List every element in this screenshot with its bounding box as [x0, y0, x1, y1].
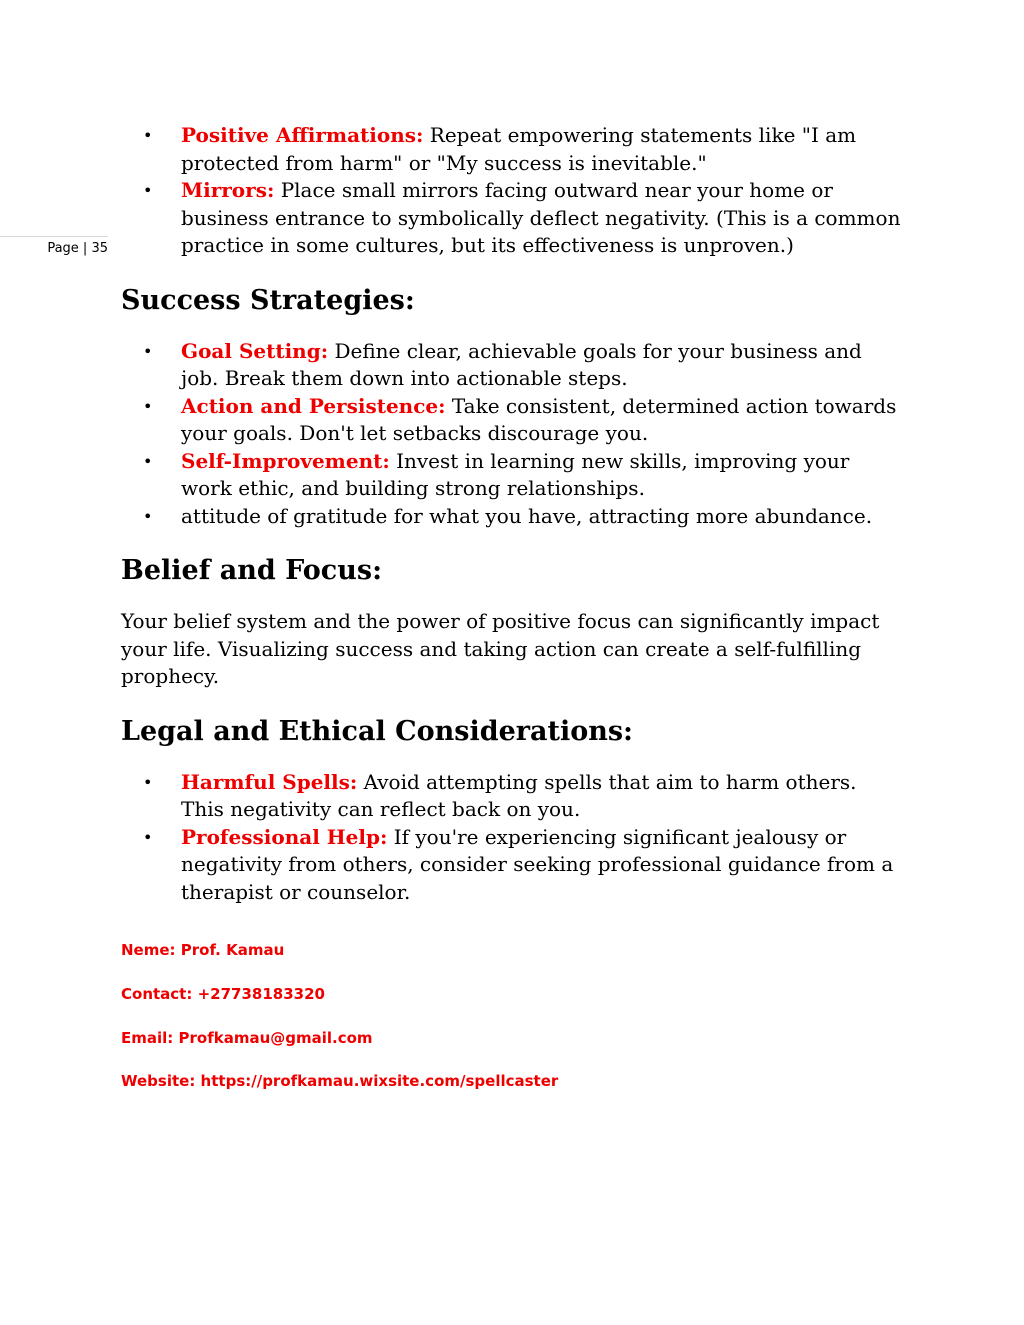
- list-item-term: Action and Persistence:: [181, 393, 446, 418]
- page-number: Page | 35: [0, 236, 108, 256]
- contact-phone: Contact: +27738183320: [121, 985, 325, 1003]
- section-heading-legal: Legal and Ethical Considerations:: [121, 715, 634, 747]
- list-item-term: Goal Setting:: [181, 338, 329, 363]
- list-item: [121, 824, 901, 907]
- list-item: [121, 769, 901, 824]
- legal-list: [121, 769, 901, 907]
- bullet-icon: •: [143, 181, 153, 200]
- list-item-text: Define clear, achievable goals for your business and job. Break them down into actionable steps.: [181, 338, 862, 390]
- list-item-text: Take consistent, determined action towards your goals. Don't let setbacks discourage you.: [181, 393, 897, 445]
- list-item: [121, 177, 901, 260]
- list-item-term: Self-Improvement:: [181, 448, 390, 473]
- contact-email: Email: Profkamau@gmail.com: [121, 1029, 373, 1047]
- bullet-icon: •: [143, 396, 153, 416]
- list-item: [121, 393, 901, 448]
- bullet-icon: •: [143, 827, 153, 847]
- list-item-term: Mirrors:: [181, 178, 275, 202]
- list-item-term: Harmful Spells:: [181, 769, 358, 794]
- list-item: [121, 448, 901, 503]
- list-item-text: If you're experiencing significant jealousy or negativity from others, consider seeking professional guidance from a therapist or counselor.: [181, 824, 894, 904]
- section-heading-belief: Belief and Focus:: [121, 555, 383, 586]
- section-heading-success: Success Strategies:: [121, 284, 415, 316]
- bullet-icon: •: [143, 126, 153, 145]
- list-item: [121, 503, 901, 531]
- list-item-term: Positive Affirmations:: [181, 123, 424, 147]
- list-item-text: Place small mirrors facing outward near your home or business entrance to symbolically deflect negativity. (This is a common practice in some cultures, but its effectiveness is unproven.): [181, 178, 901, 257]
- list-item-text: Repeat empowering statements like "I am protected from harm" or "My success is inevitable.": [181, 123, 857, 175]
- list-item: [121, 122, 901, 177]
- list-item-text: attitude of gratitude for what you have, attracting more abundance.: [181, 503, 873, 528]
- protection-list: [121, 122, 901, 260]
- belief-paragraph: Your belief system and the power of positive focus can significantly impact your life. Visualizing success and taking action can create a self-fulfilling prophecy.: [121, 609, 880, 688]
- bullet-icon: •: [143, 451, 153, 471]
- list-item: [121, 338, 901, 393]
- bullet-icon: •: [143, 772, 153, 792]
- bullet-icon: •: [143, 506, 153, 526]
- success-list: [121, 338, 901, 531]
- list-item-term: Professional Help:: [181, 824, 388, 849]
- document-body: [121, 120, 901, 906]
- list-item-text: Invest in learning new skills, improving your work ethic, and building strong relationships.: [181, 448, 850, 500]
- bullet-icon: •: [143, 341, 153, 361]
- contact-name: Neme: Prof. Kamau: [121, 941, 285, 959]
- list-item-text: Avoid attempting spells that aim to harm others. This negativity can reflect back on you.: [181, 769, 857, 821]
- contact-website: Website: https://profkamau.wixsite.com/spellcaster: [121, 1072, 559, 1090]
